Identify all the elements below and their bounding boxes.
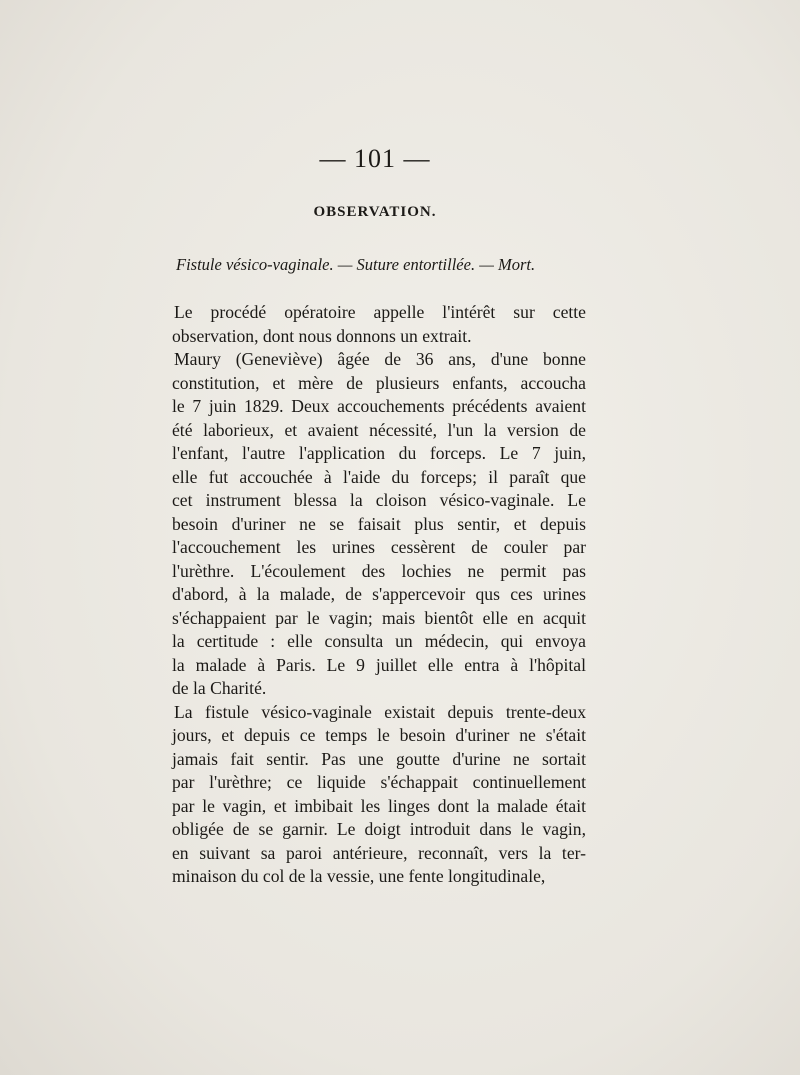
text-line: par le vagin, et imbibait les linges dont la malade était	[172, 795, 586, 816]
text-line: la certitude : elle consulta un médecin, qui envoya	[172, 631, 586, 651]
text-line: été laborieux, et avaient nécessité, l'un la version de	[172, 419, 586, 440]
body-text	[172, 301, 586, 889]
text-line: cet instrument blessa la cloison vésico-vaginale. Le	[172, 490, 586, 510]
text-line: minaison du col de la vessie, une fente longitudinale,	[172, 866, 546, 886]
text-line: la malade à Paris. Le 9 juillet elle entra à l'hôpital	[172, 654, 586, 675]
text-line: observation, dont nous donnons un extrait.	[172, 325, 472, 346]
text-line: obligée de se garnir. Le doigt introduit dans le vagin,	[172, 819, 586, 839]
text-line: de la Charité.	[172, 678, 267, 698]
text-line: jours, et depuis ce temps le besoin d'uriner ne s'était	[172, 725, 586, 745]
paragraph	[172, 348, 586, 701]
text-line: constitution, et mère de plusieurs enfants, accoucha	[172, 372, 586, 393]
text-line: le 7 juin 1829. Deux accouchements précédents avaient	[172, 396, 586, 416]
section-title: OBSERVATION.	[313, 204, 437, 220]
text-line: elle fut accouchée à l'aide du forceps; il paraît que	[172, 466, 586, 487]
text-line: en suivant sa paroi antérieure, reconnaît, vers la ter-	[172, 842, 586, 863]
text-line: l'accouchement les urines cessèrent de couler par	[172, 537, 586, 557]
text-line: d'abord, à la malade, de s'appercevoir qus ces urines	[172, 584, 586, 604]
text-line: besoin d'uriner ne se faisait plus sentir, et depuis	[172, 513, 586, 534]
text-line: jamais fait sentir. Pas une goutte d'urine ne sortait	[172, 748, 586, 769]
text-line: l'enfant, l'autre l'application du forceps. Le 7 juin,	[172, 443, 586, 463]
observation-subtitle: Fistule vésico-vaginale. — Suture entortillée. — Mort.	[176, 255, 536, 274]
paragraph	[172, 701, 586, 889]
text-line: Le procédé opératoire appelle l'intérêt sur cette	[174, 302, 586, 322]
text-line: par l'urèthre; ce liquide s'échappait continuellement	[172, 772, 586, 792]
text-line: Maury (Geneviève) âgée de 36 ans, d'une bonne	[174, 349, 586, 369]
text-line: La fistule vésico-vaginale existait depuis trente-deux	[174, 701, 586, 722]
text-line: s'échappaient par le vagin; mais bientôt elle en acquit	[172, 607, 586, 628]
paragraph	[172, 301, 586, 348]
text-line: l'urèthre. L'écoulement des lochies ne permit pas	[172, 560, 586, 581]
page-number: — 101 —	[319, 144, 431, 173]
